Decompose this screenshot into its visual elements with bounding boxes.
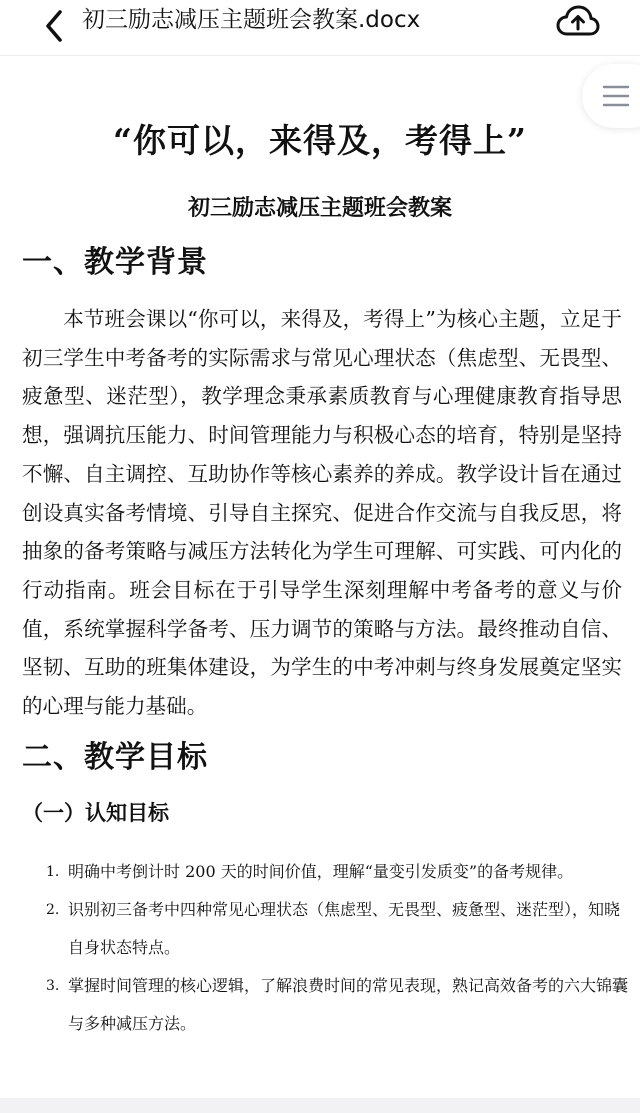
list-item-number: 2.	[46, 902, 60, 918]
chevron-left-icon	[36, 6, 76, 46]
list-item-text: 掌握时间管理的核心逻辑，了解浪费时间的常见表现，熟记高效备考的六大锦囊与多种减压方法。	[68, 976, 629, 1033]
list-item	[46, 891, 630, 967]
back-button[interactable]	[36, 6, 76, 46]
section-heading-background: 一、教学背景	[22, 245, 208, 280]
subheading-cognitive-objectives: （一）认知目标	[22, 800, 169, 825]
objectives-list	[46, 853, 630, 1043]
cloud-upload-button[interactable]	[556, 4, 600, 38]
list-item-text: 明确中考倒计时 200 天的时间价值，理解“量变引发质变”的备考规律。	[68, 862, 574, 881]
list-item-number: 1.	[46, 864, 60, 880]
list-item	[46, 967, 630, 1043]
background-paragraph: 本节班会课以“你可以，来得及，考得上”为核心主题，立足于初三学生中考备考的实际需求与常见心理状态（焦虑型、无畏型、疲惫型、迷茫型），教学理念秉承素质教育与心理健康教育指导思想，强调抗压能力、时间管理能力与积极心态的培育，特别是坚持不懈、自主调控、互助协作等核心素养的养成。教学设计旨在通过创设真实备考情境、引导自主探究、促进合作交流与自我反思，将抽象的备考策略与减压方法转化为学生可理解、可实践、可内化的行动指南。班会目标在于引导学生深刻理解中考备考的意义与价值，系统掌握科学备考、压力调节的策略与方法。最终推动自信、坚韧、互助的班集体建设，为学生的中考冲刺与终身发展奠定坚实的心理与能力基础。	[22, 307, 622, 719]
document-content[interactable]	[0, 56, 640, 1096]
list-item-text: 识别初三备考中四种常见心理状态（焦虑型、无畏型、疲惫型、迷茫型），知晓自身状态特点。	[68, 900, 621, 957]
top-bar	[0, 0, 640, 56]
list-item-number: 3.	[46, 978, 60, 994]
document-main-title: “你可以，来得及，考得上”	[113, 121, 527, 160]
bottom-edge	[0, 1098, 640, 1113]
section-heading-objectives: 二、教学目标	[22, 740, 208, 775]
list-item	[46, 853, 630, 891]
cloud-upload-icon	[556, 4, 600, 38]
document-title: 初三励志减压主题班会教案.docx	[82, 7, 421, 33]
document-subtitle: 初三励志减压主题班会教案	[187, 195, 452, 221]
